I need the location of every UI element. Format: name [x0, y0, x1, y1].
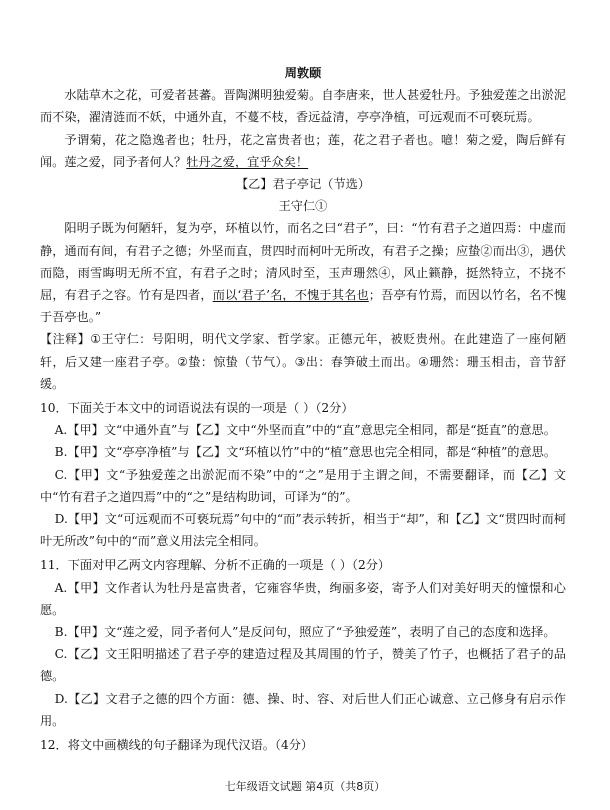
jia-paragraph-1: 水陆草木之花，可爱者甚蕃。晋陶渊明独爱菊。自李唐来，世人甚爱牡丹。予独爱莲之出淤泥而不染，濯清涟而不妖，中通外直，不蔓不枝，香远益清，亭亭净植，可远观而不可亵玩焉。: [40, 88, 566, 125]
jia-author: 周敦颐: [284, 66, 322, 80]
question-11-option-d: D.【乙】文君子之德的四个方面：德、操、时、容、对后世人们正心诚意、立己修身有启示作用。: [40, 691, 566, 728]
question-10-stem: 10．下面关于本文中的词语说法有误的一项是（ ）（2分）: [40, 401, 354, 416]
jia-paragraph-2: [40, 129, 566, 173]
question-11-option-c: C.【乙】文王阳明描述了君子亭的建造过程及其周围的竹子，赞美了竹子，也概括了君子的品德。: [40, 647, 566, 684]
question-11-stem: 11．下面对甲乙两文内容理解、分析不正确的一项是（ ）（2分）: [40, 558, 391, 573]
question-10-option-c: C.【甲】文“予独爱莲之出淤泥而不染”中的“之”是用于主谓之间，不需要翻译，而【乙】文中“竹有君子之道四焉”中的“之”是结构助词，可译为“的”。: [40, 467, 566, 504]
yi-title: 【乙】君子亭记（节选）: [235, 177, 371, 192]
question-12-stem: 12．将文中画横线的句子翻译为现代汉语。（4分）: [40, 738, 314, 753]
question-10-option-b: B.【甲】文“亭亭净植”与【乙】文“环植以竹”中的“植”意思也完全相同，都是“种植”的意思。: [54, 445, 557, 460]
jia-underlined-sentence: 牡丹之爱，宜乎众矣！: [186, 154, 309, 169]
yi-paragraph: [40, 217, 566, 328]
jia-p2-text: 予谓菊，花之隐逸者也；牡丹，花之富贵者也；莲，花之君子者也。噫！菊之爱，陶后鲜有闻。莲之爱，同予者何人？: [40, 132, 566, 169]
yi-text-b: ；吾亭有竹焉，而因以竹名，名不愧于吾亭也。”: [40, 288, 567, 325]
annotation-notes: 【注释】①王守仁：号阳明，明代文学家、哲学家。正德元年，被贬贵州。在此建造了一座何陋轩，后又建一座君子亭。②蛰：惊蛰（节气）。③出：春笋破土而出。④珊然：珊玉相击，音节舒缓。: [40, 332, 566, 391]
page-footer: 七年级语文试题 第4页（共8页）: [224, 779, 386, 793]
yi-author: 王守仁①: [278, 199, 328, 214]
question-10-option-d: D.【甲】文“可远观而不可亵玩焉”句中的“而”表示转折，相当于“却”，和【乙】文“贯四时而柯叶无所改”句中的“而”意义用法完全相同。: [40, 512, 566, 549]
yi-text-a: 阳明子既为何陋轩，复为亭，环植以竹，而名之曰“君子”，曰：“竹有君子之道四焉：中虚而静，通而有间，有君子之德；外坚而直，贯四时而柯叶无所改，有君子之操；应蛰②而出③，遇伏而隐，雨雪晦明无所不宜，有君子之时；清风时至，玉声珊然④，风止籁静，挺然特立，不挠不屈，有君子之容。竹有是四者，: [40, 221, 566, 303]
yi-underlined-sentence: 而以‘君子’名，不愧于其名也: [212, 288, 369, 303]
question-11-option-b: B.【甲】文“莲之爱，同予者何人”是反问句，照应了“予独爱莲”，表明了自己的态度和选择。: [54, 625, 556, 640]
question-10-option-a: A.【甲】文“中通外直”与【乙】文中“外坚而直”中的“直”意思完全相同，都是“挺直”的意思。: [54, 423, 556, 438]
question-11-option-a: A.【甲】文作者认为牡丹是富贵者，它雍容华贵，绚丽多姿，寄予人们对美好明天的憧憬和心愿。: [40, 580, 566, 617]
